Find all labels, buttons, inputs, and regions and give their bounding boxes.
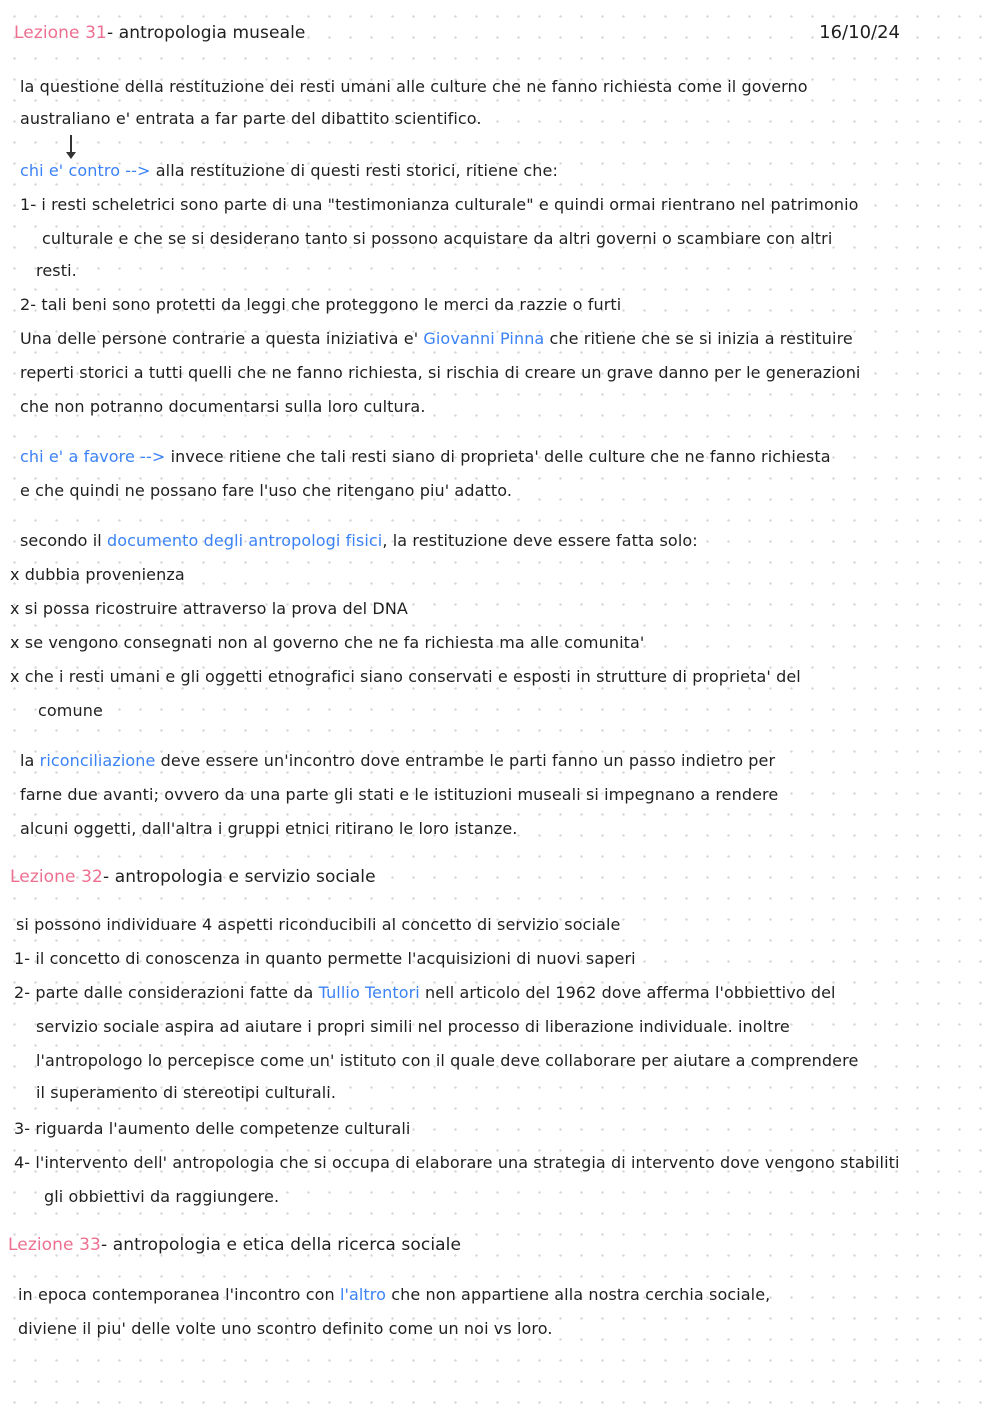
lesson-31-title: - antropologia museale [106,23,306,43]
s32-point-3: 3- riguarda l'aumento delle competenze culturali [14,1119,411,1138]
p2-name: Tullio Tentori [318,983,420,1002]
pinna-pre: Una delle persone contrarie a questa iniziativa e' [20,329,424,348]
s31-pinna-line-3: che non potranno documentarsi sulla loro cultura. [20,397,426,416]
s32-point-2-line-1 [14,982,836,1004]
ric-link: riconciliazione [39,751,156,770]
pinna-name: Giovanni Pinna [423,329,545,348]
secondo-post: , la restituzione deve essere fatta solo: [382,531,698,550]
s31-contro-line [20,160,558,182]
p2-pre: 2- parte dalle considerazioni fatte da [14,983,319,1002]
s31-ric-line-2: farne due avanti; ovvero da una parte gli stati e le istituzioni museali si impegnano a rendere [20,785,779,804]
lesson-32-label: Lezione 32 [10,867,103,887]
s32-point-1: 1- il concetto di conoscenza in quanto permette l'acquisizioni di nuovi saperi [14,949,636,968]
s31-favore-line-2: e che quindi ne possano fare l'uso che ritengano piu' adatto. [20,481,513,500]
s32-point-2-line-4: il superamento di stereotipi culturali. [36,1083,337,1102]
p2-post: nell articolo del 1962 dove afferma l'obbiettivo del [419,983,836,1002]
s31-point-2: 2- tali beni sono protetti da leggi che proteggono le merci da razzie o furti [20,295,622,314]
s31-x-item-1: x dubbia provenienza [10,565,185,584]
lesson-31-label: Lezione 31 [14,23,107,43]
s31-point-1-line-3: resti. [36,261,77,280]
contro-arrow: --> [120,161,151,180]
s31-x-item-4: x che i resti umani e gli oggetti etnografici siano conservati e esposti in strutture di proprieta' del [10,667,801,686]
lesson-31-heading [14,22,305,44]
lesson-33-title: - antropologia e etica della ricerca sociale [100,1235,462,1255]
pinna-post: che ritiene che se si inizia a restituire [544,329,853,348]
s31-intro-line-1: la questione della restituzione dei resti umani alle culture che ne fanno richiesta come il governo [20,77,808,96]
favore-text: invece ritiene che tali resti siano di proprieta' delle culture che ne fanno richiesta [165,447,831,466]
ric-post: deve essere un'incontro dove entrambe le parti fanno un passo indietro per [155,751,776,770]
s31-ric-line-3: alcuni oggetti, dall'altra i gruppi etnici ritirano le loro istanze. [20,819,518,838]
contro-label: chi e' contro [20,161,121,180]
s31-point-1-line-1: 1- i resti scheletrici sono parte di una "testimonianza culturale" e quindi ormai rientrano nel patrimonio [20,195,859,214]
s32-point-2-line-2: servizio sociale aspira ad aiutare i propri simili nel processo di liberazione individuale. inoltre [36,1017,790,1036]
ric-pre: la [20,751,40,770]
s33-line-1 [18,1284,770,1306]
lesson-32-title: - antropologia e servizio sociale [102,867,376,887]
s31-pinna-line-1 [20,328,853,350]
s31-favore-line-1 [20,446,831,468]
secondo-pre: secondo il [20,531,108,550]
s33-line-2: diviene il piu' delle volte uno scontro definito come un noi vs loro. [18,1319,553,1338]
s31-x-item-4-cont: comune [38,701,103,720]
s33-link: l'altro [339,1285,387,1304]
s33-pre: in epoca contemporanea l'incontro con [18,1285,340,1304]
s31-point-1-line-2: culturale e che se si desiderano tanto si possono acquistare da altri governi o scambiare con altri [42,229,833,248]
lesson-32-heading [10,866,376,888]
s31-ric-line-1 [20,750,775,772]
s31-x-item-3: x se vengono consegnati non al governo che ne fa richiesta ma alle comunita' [10,633,645,652]
s32-intro: si possono individuare 4 aspetti riconducibili al concetto di servizio sociale [16,915,621,934]
s32-point-4: 4- l'intervento dell' antropologia che si occupa di elaborare una strategia di intervento dove vengono stabiliti [14,1153,900,1172]
s31-x-item-2: x si possa ricostruire attraverso la prova del DNA [10,599,408,618]
s33-post: che non appartiene alla nostra cerchia sociale, [386,1285,771,1304]
lesson-33-heading [8,1234,461,1256]
s32-point-4-cont: gli obbiettivi da raggiungere. [44,1187,280,1206]
s32-point-2-line-3: l'antropologo lo percepisce come un' istituto con il quale deve collaborare per aiutare a comprendere [36,1051,859,1070]
s31-pinna-line-2: reperti storici a tutti quelli che ne fanno richiesta, si rischia di creare un grave danno per le generazioni [20,363,861,382]
s31-intro-line-2: australiano e' entrata a far parte del dibattito scientifico. [20,109,482,128]
page-date: 16/10/24 [819,22,900,43]
down-arrow-icon [70,135,72,157]
lesson-33-label: Lezione 33 [8,1235,101,1255]
favore-label: chi e' a favore [20,447,135,466]
s31-secondo-line [20,530,698,552]
secondo-link: documento degli antropologi fisici [107,531,383,550]
favore-arrow: --> [134,447,166,466]
contro-text: alla restituzione di questi resti storici, ritiene che: [150,161,558,180]
